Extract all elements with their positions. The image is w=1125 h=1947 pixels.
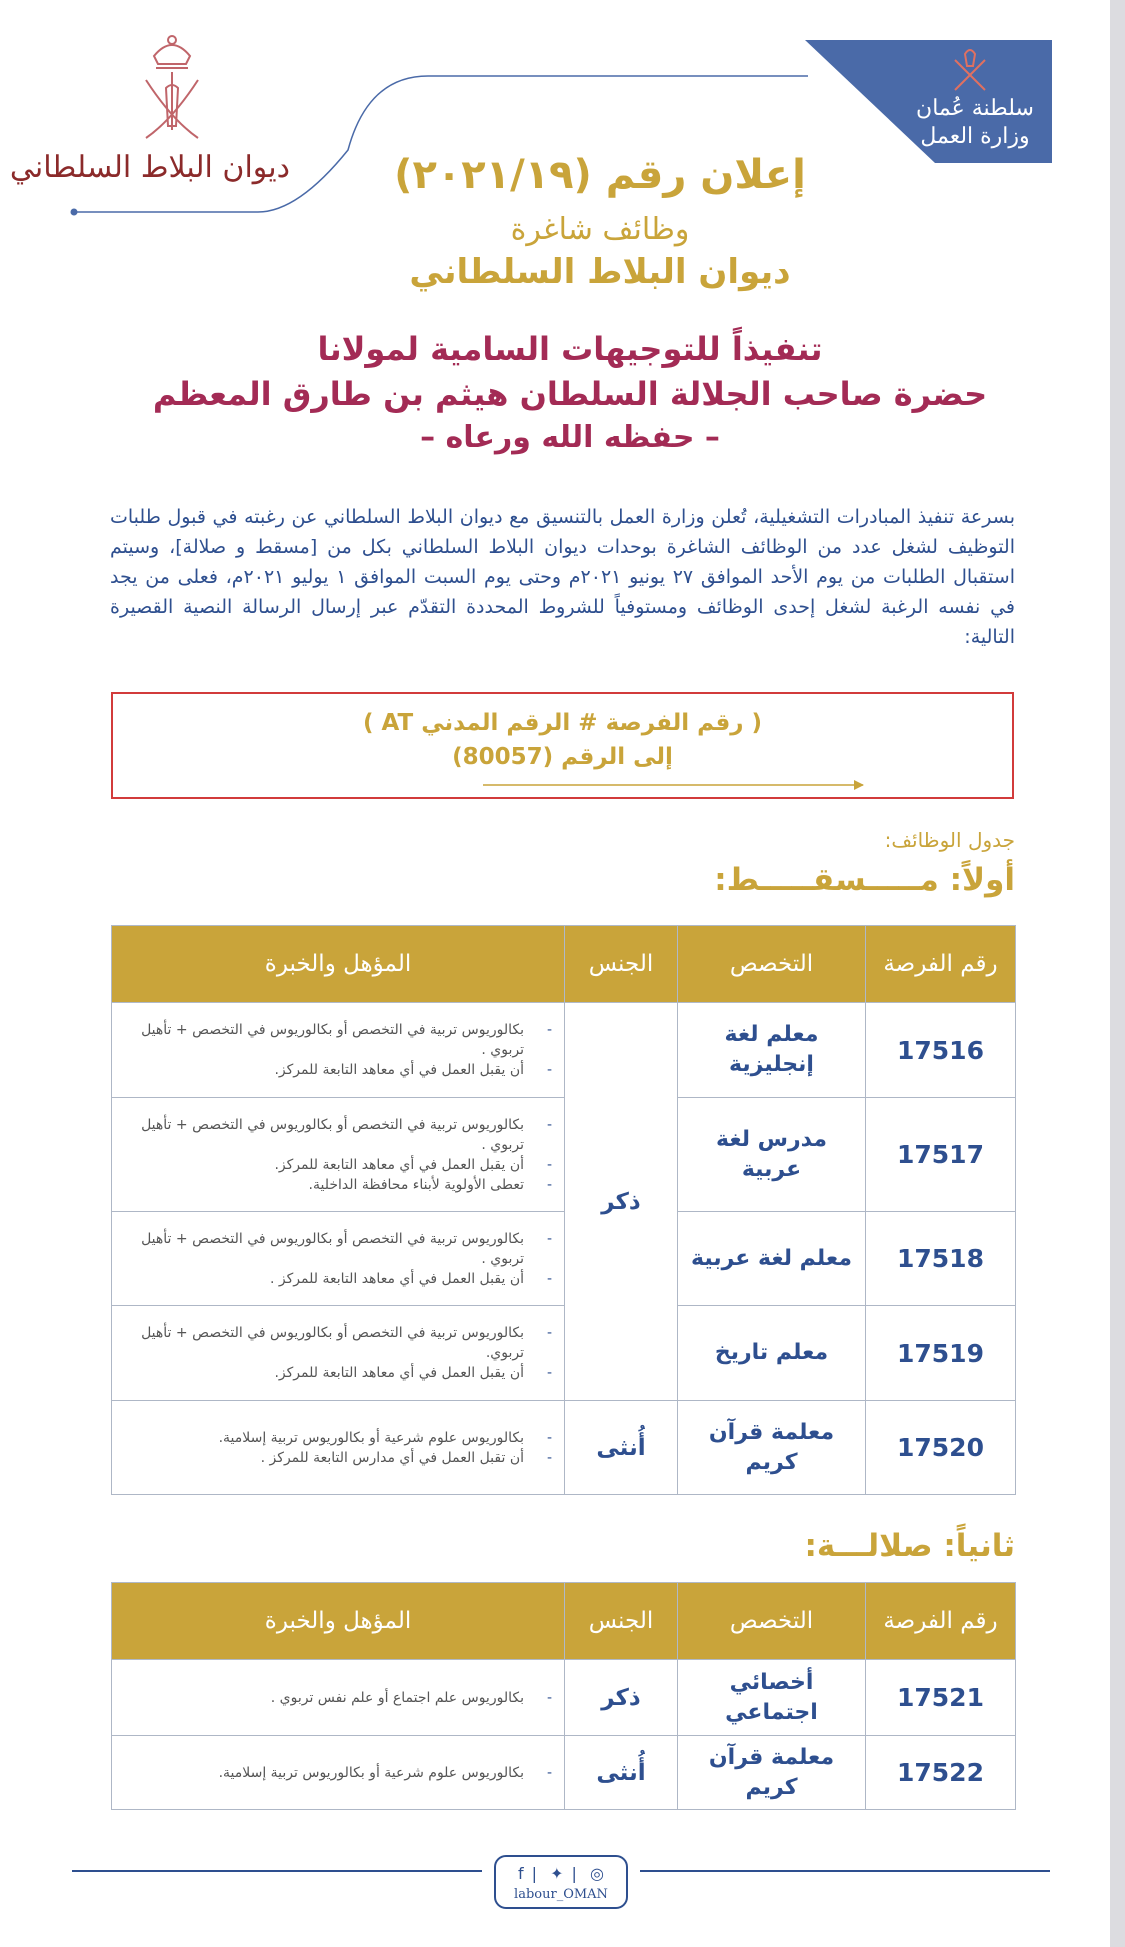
table-row: [112, 1003, 1016, 1098]
qualification-cell: [112, 1098, 565, 1212]
announcement-number: إعلان رقم (٢٠٢١/١٩): [394, 152, 806, 198]
header-opportunity-number: رقم الفرصة: [866, 1583, 1016, 1660]
table-row: [112, 1401, 1016, 1495]
opportunity-number: 17522: [866, 1736, 1016, 1810]
table-header-row: [112, 926, 1016, 1003]
specialization: معلمة قرآن كريم: [678, 1401, 866, 1495]
qualification-cell: [112, 1401, 565, 1495]
qualification-item: - تعطى الأولوية لأبناء محافظة الداخلية.: [124, 1175, 524, 1195]
page-edge-strip: [1110, 0, 1125, 1947]
gender: أُنثى: [565, 1736, 678, 1810]
sms-number: إلى الرقم (80057): [452, 744, 673, 770]
qualification-cell: [112, 1212, 565, 1306]
section-salalah-title: ثانياً: صلالـــة:: [804, 1528, 1015, 1564]
opportunity-number: 17521: [866, 1660, 1016, 1736]
qualification-item: - بكالوريوس تربية في التخصص أو بكالوريوس في التخصص + تأهيل تربوي .: [124, 1115, 524, 1155]
intro-paragraph: بسرعة تنفيذ المبادرات التشغيلية، تُعلن وزارة العمل بالتنسيق مع ديوان البلاط السلطاني عن رغبته في قبول طلبات التوظيف لشغل عدد من الوظائف الشاغرة بوحدات ديوان البلاط السلطاني بكل من [مسقط و صلالة]، وسيتم استقبال الطلبات من يوم الأحد الموافق ٢٧ يونيو ٢٠٢١م وحتى يوم السبت الموافق ١ يوليو ٢٠٢١م، فعلى من يجد في نفسه الرغبة لشغل إحدى الوظائف ومستوفياً للشروط المحددة التقدّم عبر إرسال الرسالة النصية القصيرة التالية:: [110, 506, 1015, 648]
opportunity-number: 17517: [866, 1098, 1016, 1212]
opportunity-number: 17518: [866, 1212, 1016, 1306]
header-gender: الجنس: [565, 1583, 678, 1660]
salalah-jobs-table: [111, 1582, 1016, 1810]
table-header-row: [112, 1583, 1016, 1660]
specialization: أخصائي اجتماعي: [678, 1660, 866, 1736]
opportunity-number: 17519: [866, 1306, 1016, 1401]
table-row: [112, 1736, 1016, 1810]
header-opportunity-number: رقم الفرصة: [866, 926, 1016, 1003]
arrow-right-icon: [368, 778, 868, 792]
table-row: [112, 1212, 1016, 1306]
qualification-item: - بكالوريوس تربية في التخصص أو بكالوريوس في التخصص + تأهيل تربوي .: [124, 1020, 524, 1060]
twitter-icon[interactable]: ✦: [550, 1864, 564, 1883]
sms-format: ( رقم الفرصة # الرقم المدني AT ): [362, 710, 763, 736]
directive-line-3: – حفظه الله ورعاه –: [420, 420, 720, 455]
gender: ذكر: [565, 1660, 678, 1736]
opportunity-number: 17516: [866, 1003, 1016, 1098]
directive-line-1: تنفيذاً للتوجيهات السامية لمولانا: [317, 330, 823, 368]
header-qualification: المؤهل والخبرة: [112, 926, 565, 1003]
footer-divider-right: [640, 1870, 1050, 1872]
qualification-item: - بكالوريوس علوم شرعية أو بكالوريوس تربية إسلامية.: [124, 1763, 524, 1783]
qualification-cell: [112, 1736, 565, 1810]
specialization: مدرس لغة عربية: [678, 1098, 866, 1212]
header-specialization: التخصص: [678, 926, 866, 1003]
jobs-table-label: جدول الوظائف:: [884, 828, 1015, 852]
qualification-cell: [112, 1660, 565, 1736]
gender: ذكر: [565, 1003, 678, 1401]
social-handle[interactable]: labour_OMAN: [514, 1887, 608, 1902]
social-icons: f | ✦ | ◎: [518, 1864, 604, 1883]
diwan-logo-text: ديوان البلاط السلطاني: [9, 150, 290, 185]
directive-line-2: حضرة صاحب الجلالة السلطان هيثم بن طارق المعظم: [152, 375, 988, 413]
qualification-item: - أن يقبل العمل في أي معاهد التابعة للمركز.: [124, 1060, 524, 1080]
qualification-cell: [112, 1306, 565, 1401]
qualification-cell: [112, 1003, 565, 1098]
footer-divider-left: [72, 1870, 482, 1872]
vacancies-subtitle: وظائف شاغرة: [510, 212, 690, 247]
table-row: [112, 1660, 1016, 1736]
qualification-item: - بكالوريوس علوم شرعية أو بكالوريوس تربية إسلامية.: [124, 1428, 524, 1448]
qualification-item: - أن يقبل العمل في أي معاهد التابعة للمركز .: [124, 1269, 524, 1289]
entity-title: ديوان البلاط السلطاني: [409, 252, 791, 292]
gender: أُنثى: [565, 1401, 678, 1495]
qualification-item: - بكالوريوس علم اجتماع أو علم نفس تربوي .: [124, 1688, 524, 1708]
section-muscat-title: أولاً: مـــــسقـــــط:: [714, 862, 1015, 898]
qualification-item: - بكالوريوس تربية في التخصص أو بكالوريوس في التخصص + تأهيل تربوي.: [124, 1323, 524, 1363]
social-media-box[interactable]: [494, 1855, 628, 1909]
ministry-logo-text: سلطنة عُمان وزارة العمل: [916, 96, 1034, 149]
header-qualification: المؤهل والخبرة: [112, 1583, 565, 1660]
qualification-item: - أن تقبل العمل في أي مدارس التابعة للمركز .: [124, 1448, 524, 1468]
muscat-jobs-table: [111, 925, 1016, 1495]
instagram-icon[interactable]: ◎: [590, 1864, 604, 1883]
header-gender: الجنس: [565, 926, 678, 1003]
specialization: معلم لغة عربية: [678, 1212, 866, 1306]
specialization: معلم تاريخ: [678, 1306, 866, 1401]
table-row: [112, 1098, 1016, 1212]
qualification-item: - أن يقبل العمل في أي معاهد التابعة للمركز.: [124, 1363, 524, 1383]
specialization: معلم لغة إنجليزية: [678, 1003, 866, 1098]
header-specialization: التخصص: [678, 1583, 866, 1660]
sms-instructions-box: [111, 692, 1014, 799]
table-row: [112, 1306, 1016, 1401]
opportunity-number: 17520: [866, 1401, 1016, 1495]
qualification-item: - أن يقبل العمل في أي معاهد التابعة للمركز.: [124, 1155, 524, 1175]
specialization: معلمة قرآن كريم: [678, 1736, 866, 1810]
qualification-item: - بكالوريوس تربية في التخصص أو بكالوريوس في التخصص + تأهيل تربوي .: [124, 1229, 524, 1269]
facebook-icon[interactable]: f: [518, 1864, 524, 1883]
